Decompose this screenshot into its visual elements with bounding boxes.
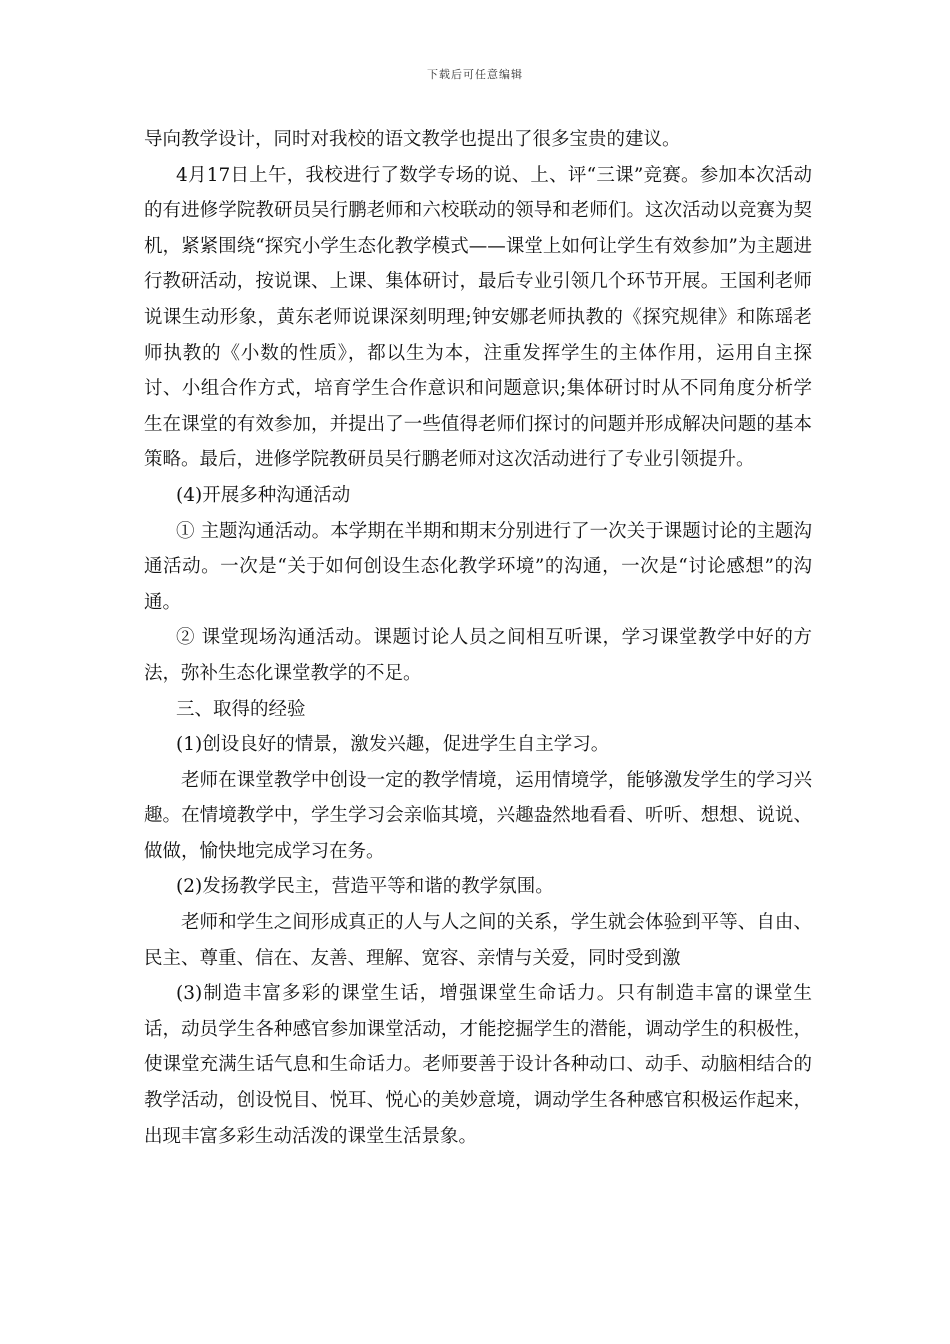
subheading-create-scenario: (1)创设良好的情景，激发兴趣，促进学生自主学习。 <box>176 734 610 756</box>
paragraph-math-competition: 4月17日上午，我校进行了数学专场的说、上、评“三课”竞赛。参加本次活动的有进修学院教研员吴行鹏老师和六校联动的领导和老师们。这次活动以竞赛为契机，紧紧围绕“探究小学生态化教学模式——课堂上如何让学生有效参加”为主题进行教研活动，按说课、上课、集体研讨，最后专业引领几个环节开展。王国利老师说课生动形象，黄东老师说课深刻明理;钟安娜老师执教的《探究规律》和陈瑶老师执教的《小数的性质》，都以生为本，注重发挥学生的主体作用，运用自主探讨、小组合作方式，培育学生合作意识和问题意识;集体研讨时从不同角度分析学生在课堂的有效参加，并提出了一些值得老师们探讨的问题并形成解决问题的基本策略。最后，进修学院教研员吴行鹏老师对这次活动进行了专业引领提升。 <box>144 164 812 471</box>
paragraph-classroom-life: (3)制造丰富多彩的课堂生话，增强课堂生命话力。只有制造丰富的课堂生话，动员学生各种感官参加课堂活动，才能挖掘学生的潜能，调动学生的积极性，使课堂充满生话气息和生命话力。老师要善于设计各种动口、动手、动脑相结合的教学活动，创设悦目、悦耳、悦心的美妙意境，调动学生各种感官积极运作起来，出现丰富多彩生动活泼的课堂生活景象。 <box>144 983 812 1147</box>
section-heading-experience: 三、取得的经验 <box>176 698 306 720</box>
paragraph-teacher-student: 老师和学生之间形成真正的人与人之间的关系，学生就会体验到平等、自由、民主、尊重、信在、友善、理解、宽容、亲情与关爱，同时受到激 <box>144 912 812 969</box>
subheading-democracy: (2)发扬教学民主，营造平等和谐的教学氛围。 <box>176 876 554 898</box>
page-header: 下载后可任意编辑 <box>427 68 523 81</box>
paragraph-scenario-teaching: 老师在课堂教学中创设一定的教学情境，运用情境学，能够激发学生的学习兴趣。在情境教学中，学生学习会亲临其境，兴趣盎然地看看、听听、想想、说说、做做，愉快地完成学习在务。 <box>144 769 812 862</box>
paragraph-theme-communication: ① 主题沟通活动。本学期在半期和期末分别进行了一次关于课题讨论的主题沟通活动。一次是“关于如何创设生态化教学环境”的沟通，一次是“讨论感想”的沟通。 <box>144 520 812 613</box>
section-heading-communication: (4)开展多种沟通活动 <box>176 484 351 506</box>
document-body <box>144 122 812 1154</box>
paragraph-classroom-communication: ② 课堂现场沟通活动。课题讨论人员之间相互听课，学习课堂教学中好的方法，弥补生态化课堂教学的不足。 <box>144 627 812 684</box>
paragraph-continuation: 导向教学设计，同时对我校的语文教学也提出了很多宝贵的建议。 <box>144 129 681 150</box>
